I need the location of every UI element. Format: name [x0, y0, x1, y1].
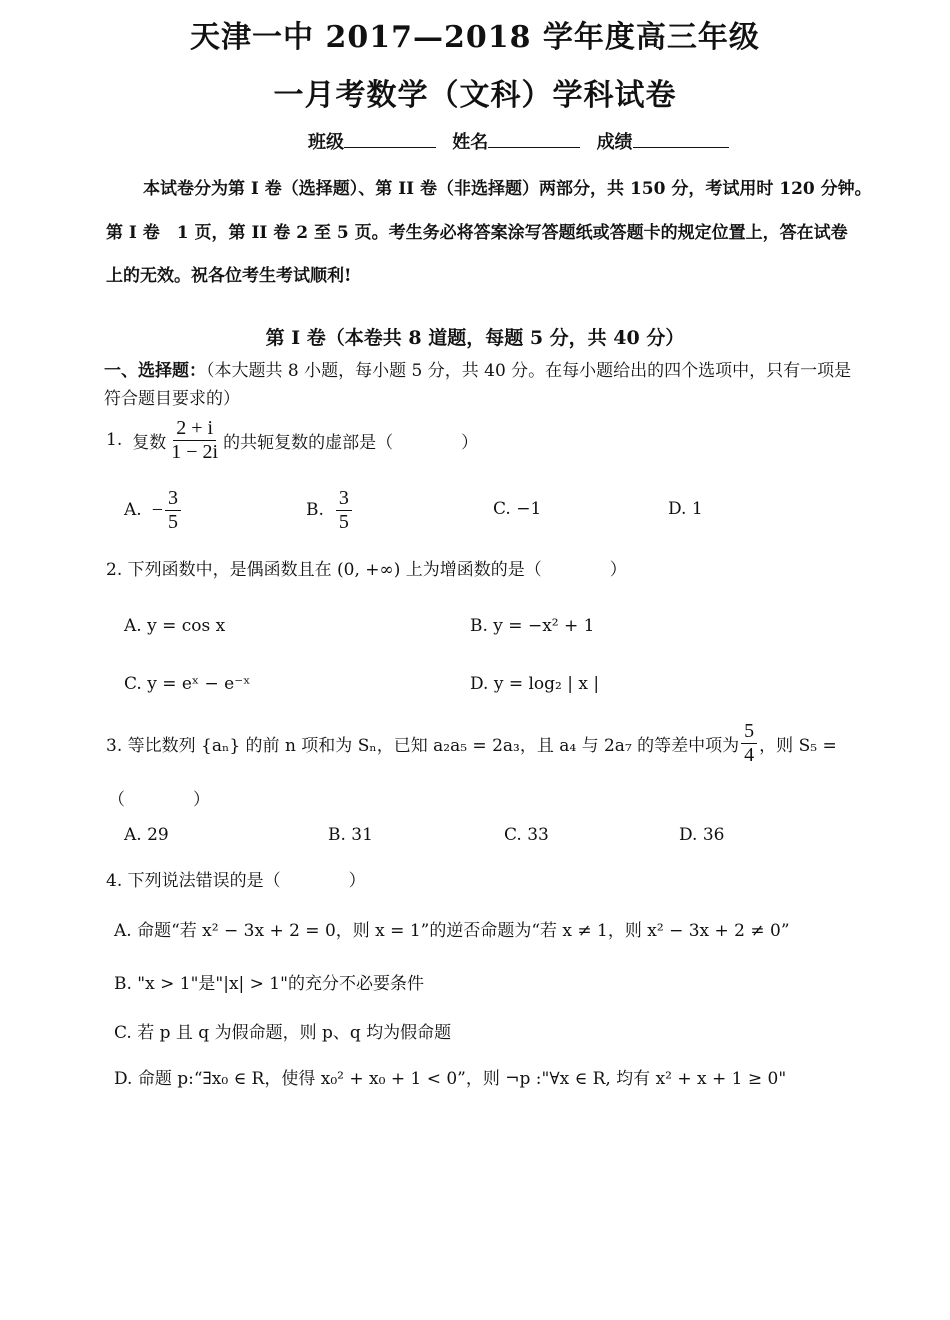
q1-post: 的共轭复数的虚部是（ ）	[223, 432, 479, 453]
class-blank[interactable]	[344, 131, 436, 148]
q3-stem-part1: 3. 等比数列 {aₙ} 的前 n 项和为 Sₙ，已知 a₂a₅ = 2a₃，且 a₄ 与 2a₇ 的等差中项为	[106, 735, 740, 756]
q4-option-a[interactable]: A. 命题“若 x² − 3x + 2 = 0，则 x = 1”的逆否命题为“若 x ≠ 1，则 x² − 3x + 2 ≠ 0”	[114, 921, 790, 941]
q1-option-a-denominator: 5	[167, 510, 178, 533]
instructions-line3: 上的无效。祝各位考生考试顺利!	[106, 266, 352, 286]
q1-option-b[interactable]	[306, 482, 354, 538]
q4-option-d[interactable]: D. 命题 p:“∃x₀ ∈ R，使得 x₀² + x₀ + 1 < 0”，则 ¬p :"∀x ∈ R, 均有 x² + x + 1 ≥ 0"	[114, 1069, 787, 1089]
q1-option-b-denominator: 5	[338, 510, 349, 533]
q1-option-d[interactable]: D. 1	[668, 499, 703, 519]
q3-option-c[interactable]: C. 33	[504, 825, 549, 845]
q1-option-c[interactable]: C. −1	[493, 499, 542, 519]
q1-option-b-numerator: 3	[336, 487, 352, 511]
name-label: 姓名	[452, 132, 489, 153]
q1-option-a-numerator: 3	[165, 487, 181, 511]
question-1-stem	[106, 412, 478, 468]
section-intro-line2: 符合题目要求的）	[104, 389, 240, 409]
q1-option-a-fraction	[165, 487, 181, 534]
q2-option-b[interactable]: B. y = −x² + 1	[470, 616, 595, 636]
section-intro-text: （本大题共 8 小题，每小题 5 分，共 40 分。在每小题给出的四个选项中，只有一项是	[206, 361, 852, 381]
question-4-stem: 4. 下列说法错误的是（ ）	[106, 871, 366, 891]
q4-option-c[interactable]: C. 若 p 且 q 为假命题，则 p、q 均为假命题	[114, 1023, 452, 1043]
instructions-line2: 第 I 卷 1 页，第 II 卷 2 至 5 页。考生务必将答案涂写答题纸或答题卡的规定位置上，答在试卷	[106, 223, 848, 243]
q1-option-a-sign: −	[151, 498, 163, 521]
q3-option-b[interactable]: B. 31	[328, 825, 373, 845]
question-3-stem	[106, 715, 837, 771]
q1-option-b-fraction	[336, 487, 352, 534]
section-intro-label: 一、选择题：	[104, 361, 206, 381]
exam-title-line1: 天津一中 2017—2018 学年度高三年级	[190, 20, 760, 55]
q1-option-b-label: B.	[306, 500, 324, 520]
score-blank[interactable]	[633, 131, 729, 148]
q1-pre: 复数	[132, 432, 167, 453]
class-label: 班级	[308, 132, 344, 153]
q4-option-b[interactable]: B. "x > 1"是"|x| > 1"的充分不必要条件	[114, 974, 424, 994]
name-blank[interactable]	[488, 131, 580, 148]
q2-option-c[interactable]: C. y = eˣ − e⁻ˣ	[124, 674, 251, 694]
q1-fraction-numerator: 2 + i	[173, 417, 216, 441]
q3-fraction-numerator: 5	[741, 720, 757, 744]
score-label: 成绩	[596, 132, 633, 153]
q2-option-a[interactable]: A. y = cos x	[124, 616, 226, 636]
q3-fraction-denominator: 4	[744, 743, 755, 766]
q1-fraction-denominator: 1 − 2i	[171, 440, 219, 463]
exam-title-line2: 一月考数学（文科）学科试卷	[273, 78, 677, 113]
instructions-line1: 本试卷分为第 I 卷（选择题）、第 II 卷（非选择题）两部分，共 150 分，考试用时 120 分钟。	[143, 179, 872, 199]
section-heading: 第 I 卷（本卷共 8 道题，每题 5 分，共 40 分）	[265, 327, 685, 349]
q1-option-a-label: A.	[124, 500, 142, 520]
q2-option-d[interactable]: D. y = log₂ | x |	[470, 674, 600, 694]
q3-fraction	[741, 720, 757, 767]
q1-option-a[interactable]	[124, 482, 183, 538]
q1-fraction	[168, 417, 221, 464]
info-fields	[308, 128, 729, 154]
q3-stem-part2: ，则 S₅ =	[759, 735, 837, 756]
q1-number: 1.	[106, 430, 123, 450]
q3-answer-paren: （ ）	[108, 790, 210, 810]
q3-option-d[interactable]: D. 36	[679, 825, 725, 845]
section-intro-line1	[104, 356, 851, 381]
question-2-stem: 2. 下列函数中，是偶函数且在 (0, +∞) 上为增函数的是（ ）	[106, 560, 627, 580]
q3-option-a[interactable]: A. 29	[124, 825, 169, 845]
